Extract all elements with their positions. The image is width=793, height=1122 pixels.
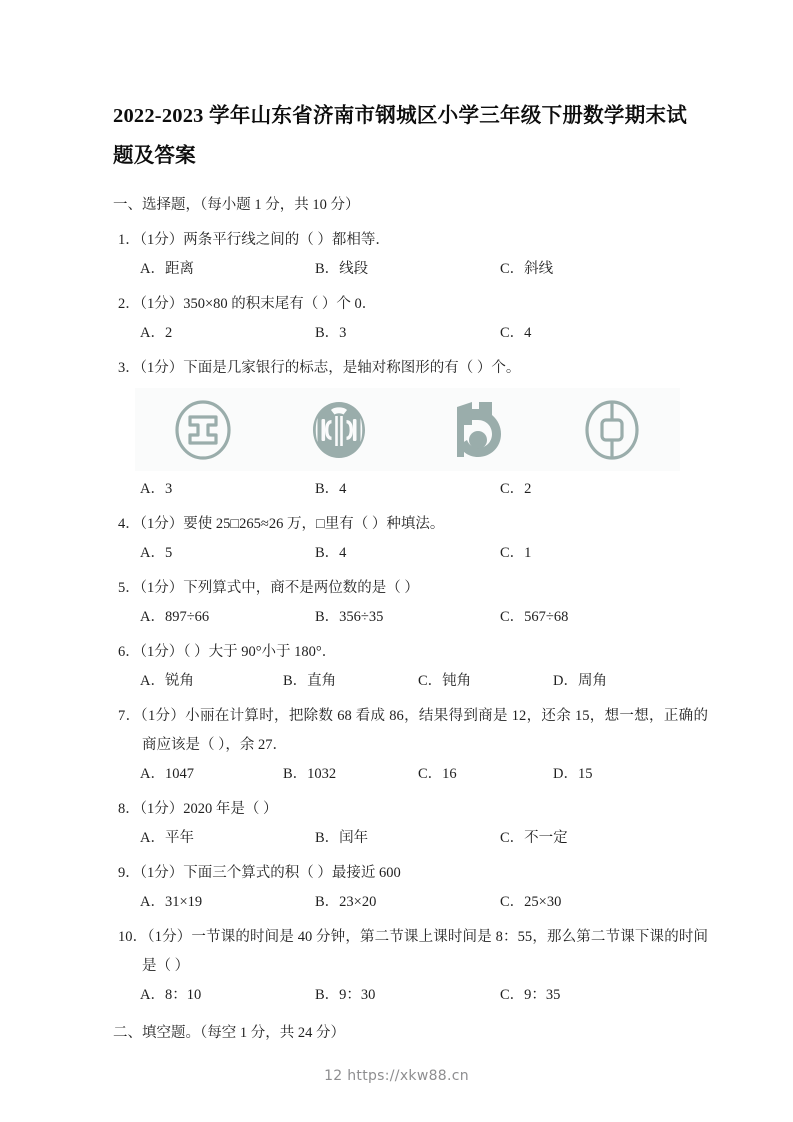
bank-logo-cell-1 [135, 399, 271, 461]
question-9-text: 9．（1分）下面三个算式的积（ ）最接近 600 [118, 865, 401, 881]
question-5-options [118, 603, 689, 632]
question-3-option-a[interactable]: A．3 [140, 481, 173, 497]
question-3-option-c[interactable]: C．2 [500, 481, 532, 497]
question-5 [113, 574, 689, 632]
question-6-option-a[interactable]: A．锐角 [140, 673, 194, 689]
question-6-options [118, 667, 689, 696]
question-4-options [118, 539, 689, 568]
question-7-option-c[interactable]: C．16 [418, 766, 457, 782]
bank-logo-cell-4 [544, 399, 680, 461]
question-2-options [118, 319, 689, 348]
section-heading-fill-in-blank: 二、填空题。（每空 1 分，共 24 分） [113, 1025, 345, 1041]
question-10-text: 10．（1分）一节课的时间是 40 分钟，第二节课上课时间是 8：55，那么第二节课下课的时间是（ ） [118, 929, 708, 974]
question-6-option-c[interactable]: C．钝角 [418, 673, 472, 689]
question-1-text: 1．（1分）两条平行线之间的（ ）都相等． [118, 232, 390, 248]
question-4-option-c[interactable]: C．1 [500, 545, 532, 561]
question-2-option-a[interactable]: A．2 [140, 325, 173, 341]
question-3-option-b[interactable]: B．4 [315, 481, 347, 497]
question-8-options [118, 824, 689, 853]
question-2-text: 2．（1分）350×80 的积末尾有（ ）个 0． [118, 296, 377, 312]
abc-logo-icon [445, 399, 507, 461]
question-5-option-c[interactable]: C．567÷68 [500, 609, 569, 625]
question-3 [113, 354, 689, 504]
question-8 [113, 795, 689, 853]
question-10 [113, 923, 708, 1010]
question-8-text: 8．（1分）2020 年是（ ） [118, 801, 278, 817]
page-title: 2022-2023 学年山东省济南市钢城区小学三年级下册数学期末试题及答案 [113, 105, 687, 167]
question-1-options [118, 255, 689, 284]
page-content [113, 96, 708, 1050]
question-8-option-a[interactable]: A．平年 [140, 830, 194, 846]
question-3-text: 3．（1分）下面是几家银行的标志，是轴对称图形的有（ ）个。 [118, 360, 521, 376]
icbc-logo-icon [173, 399, 233, 461]
bank-logo-cell-2 [271, 399, 407, 461]
boc-logo-icon [583, 399, 641, 461]
question-4-text: 4．（1分）要使 25□265≈26 万，□里有（ ）种填法。 [118, 516, 445, 532]
question-7-options [118, 760, 689, 789]
question-9-option-b[interactable]: B．23×20 [315, 894, 377, 910]
question-9 [113, 859, 689, 917]
question-5-option-a[interactable]: A．897÷66 [140, 609, 210, 625]
question-6-text: 6．（1分）（ ）大于 90°小于 180°． [118, 644, 337, 660]
question-4-option-b[interactable]: B．4 [315, 545, 347, 561]
question-4 [113, 510, 689, 568]
question-1 [113, 226, 689, 284]
question-7-option-a[interactable]: A．1047 [140, 766, 194, 782]
question-9-option-a[interactable]: A．31×19 [140, 894, 203, 910]
question-10-option-a[interactable]: A．8：10 [140, 987, 202, 1003]
question-6-option-b[interactable]: B．直角 [283, 673, 337, 689]
question-10-option-b[interactable]: B．9：30 [315, 987, 376, 1003]
question-2-option-c[interactable]: C．4 [500, 325, 532, 341]
question-2 [113, 290, 689, 348]
question-4-option-a[interactable]: A．5 [140, 545, 173, 561]
question-1-option-b[interactable]: B．线段 [315, 261, 369, 277]
question-10-options [118, 981, 689, 1010]
question-8-option-b[interactable]: B．闰年 [315, 830, 369, 846]
question-6-option-d[interactable]: D．周角 [553, 673, 607, 689]
question-9-options [118, 888, 689, 917]
footer-watermark: 12 https://xkw88.cn [324, 1068, 469, 1084]
question-3-options [118, 475, 689, 504]
section-heading-choice: 一、选择题，（每小题 1 分，共 10 分） [113, 197, 360, 213]
bank-logo-cell-3 [408, 399, 544, 461]
question-1-option-c[interactable]: C．斜线 [500, 261, 554, 277]
question-6 [113, 638, 689, 696]
question-1-option-a[interactable]: A．距离 [140, 261, 194, 277]
question-8-option-c[interactable]: C．不一定 [500, 830, 568, 846]
question-5-option-b[interactable]: B．356÷35 [315, 609, 384, 625]
question-7 [113, 702, 708, 789]
question-9-option-c[interactable]: C．25×30 [500, 894, 562, 910]
question-2-option-b[interactable]: B．3 [315, 325, 347, 341]
ccb-logo-icon [309, 399, 369, 461]
question-7-option-d[interactable]: D．15 [553, 766, 593, 782]
question-10-option-c[interactable]: C．9：35 [500, 987, 561, 1003]
question-7-text: 7．（1分）小丽在计算时，把除数 68 看成 86，结果得到商是 12，还余 15，想一想，正确的商应该是（ ），余 27． [118, 708, 708, 753]
bank-logos-figure [135, 388, 680, 471]
question-7-option-b[interactable]: B．1032 [283, 766, 337, 782]
question-5-text: 5．（1分）下列算式中，商不是两位数的是（ ） [118, 580, 419, 596]
